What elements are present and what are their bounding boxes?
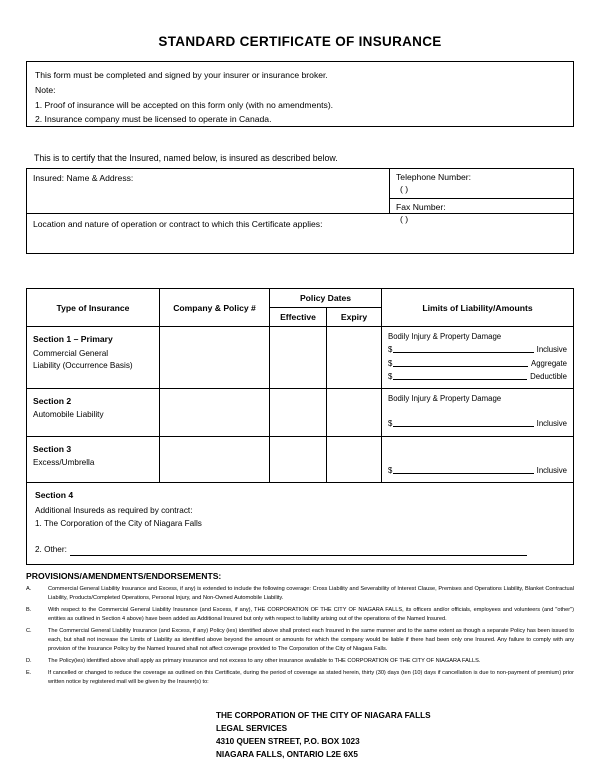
provision-item — [26, 627, 574, 654]
footer-address-block — [216, 709, 574, 762]
insured-name-address-field[interactable] — [26, 168, 389, 214]
row-1-type-cell — [27, 327, 160, 389]
section-4-other-input-rule[interactable] — [70, 545, 527, 556]
row-3-company-policy-field[interactable] — [160, 436, 270, 482]
row-1-limit-tag-2: Aggregate — [531, 358, 567, 368]
row-1-limit-aggregate[interactable] — [388, 357, 567, 368]
header-company-policy: Company & Policy # — [160, 289, 270, 327]
telephone-field[interactable] — [390, 169, 573, 199]
row-2-effective-field[interactable] — [270, 388, 327, 436]
row-3-type-cell — [27, 436, 160, 482]
notice-list — [35, 99, 565, 127]
dollar-sign-icon: $ — [388, 465, 393, 475]
footer-line-4: NIAGARA FALLS, ONTARIO L2E 6X5 — [216, 750, 358, 760]
section-4-line-2: 1. The Corporation of the City of Niagara Falls — [35, 519, 202, 529]
row-2-type-cell — [27, 388, 160, 436]
row-1-expiry-field[interactable] — [327, 327, 382, 389]
row-2-limits-heading: Bodily Injury & Property Damage — [388, 393, 502, 403]
row-2-limit-tag-1: Inclusive — [536, 418, 567, 428]
provision-text-c: The Commercial General Liability Insurance (and Excess, if any) Policy (ies) identified above shall protect each Insured in the same manner and to the same extent as though a separate Policy has been issued to each, but shall not increase the Limits of Liability as identified above beyond the amount or amounts for which the company would be liable if there had been only one Insured. Any failure to comply with any provision of the Insurance Policy by the Named Insured shall not affect coverage provided to The Corporation of the City of Niagara Falls. — [48, 627, 574, 652]
row-1-limits-cell — [382, 327, 574, 389]
provision-text-e: If cancelled or changed to reduce the coverage as outlined on this Certificate, during the period of coverage as stated herein, thirty (30) days (ten (10) days if cancellation is due to non-payment of premium) prior written notice by registered mail will be given by the Insurer(s) to: — [48, 670, 574, 686]
table-header-row-1 — [27, 289, 574, 308]
section-4-other-row[interactable] — [35, 543, 565, 556]
provisions-title: PROVISIONS/AMENDMENTS/ENDORSEMENTS: — [26, 570, 222, 581]
notice-note-label: Note: — [35, 85, 56, 96]
dollar-sign-icon: $ — [388, 418, 393, 428]
notice-item-1: 1. Proof of insurance will be accepted on this form only (with no amendments). — [35, 99, 334, 110]
row-3-limit-tag-1: Inclusive — [536, 465, 567, 475]
fax-field[interactable] — [390, 199, 573, 228]
table-row — [27, 388, 574, 436]
telephone-label: Telephone Number: — [396, 172, 472, 182]
amount-input-rule[interactable] — [393, 343, 533, 353]
amount-input-rule[interactable] — [393, 370, 527, 380]
footer-line-3: 4310 QUEEN STREET, P.O. BOX 1023 — [216, 737, 360, 747]
provision-text-b: With respect to the Commercial General Liability Insurance (and Excess, if any), THE CORPORATION OF THE CITY OF NIAGARA FALLS, its officers and/or officials, employees and volunteers (and "other") entities as outlined in Section 4 above) have been added as Additional Insured but only with respect to liability arising out of the operations of the Named Insured. — [48, 606, 574, 622]
provision-item — [26, 657, 574, 666]
row-3-limit-inclusive[interactable] — [388, 464, 567, 475]
dollar-sign-icon: $ — [388, 358, 393, 368]
insured-name-address-label: Insured: Name & Address: — [33, 173, 134, 183]
provision-letter-b: B. — [26, 606, 32, 613]
notice-box — [26, 61, 574, 127]
provision-item — [26, 585, 574, 603]
row-2-limits-cell — [382, 388, 574, 436]
row-2-section-title: Section 2 — [33, 395, 72, 406]
section-4-other-label: 2. Other: — [35, 544, 67, 554]
row-3-desc-line-1: Excess/Umbrella — [33, 458, 95, 468]
row-3-effective-field[interactable] — [270, 436, 327, 482]
header-limits: Limits of Liability/Amounts — [382, 289, 574, 327]
provision-item — [26, 606, 574, 624]
row-2-desc-line-1: Automobile Liability — [33, 410, 104, 420]
row-1-desc-line-1: Commercial General — [33, 348, 109, 358]
amount-input-rule[interactable] — [393, 417, 533, 427]
insured-contact-block — [389, 168, 574, 225]
provision-letter-a: A. — [26, 585, 32, 592]
row-1-limits-heading: Bodily Injury & Property Damage — [388, 332, 502, 341]
row-1-effective-field[interactable] — [270, 327, 327, 389]
insurance-table — [26, 288, 574, 565]
row-1-company-policy-field[interactable] — [160, 327, 270, 389]
row-1-limit-inclusive[interactable] — [388, 343, 567, 354]
dollar-sign-icon: $ — [388, 372, 393, 381]
header-effective: Effective — [270, 308, 327, 327]
certify-statement: This is to certify that the Insured, named below, is insured as described below. — [34, 153, 338, 163]
row-2-expiry-field[interactable] — [327, 388, 382, 436]
provision-letter-c: C. — [26, 627, 32, 634]
notice-line-1: This form must be completed and signed by your insurer or insurance broker. — [35, 70, 328, 80]
header-expiry: Expiry — [327, 308, 382, 327]
page-title: STANDARD CERTIFICATE OF INSURANCE — [158, 34, 442, 49]
fax-label: Fax Number: — [396, 201, 446, 212]
section-4-title: Section 4 — [35, 489, 74, 500]
amount-input-rule[interactable] — [393, 357, 528, 367]
header-type-of-insurance: Type of Insurance — [27, 289, 160, 327]
table-row — [27, 327, 574, 389]
row-1-limit-tag-1: Inclusive — [536, 345, 567, 354]
provision-text-d: The Policy(ies) identified above shall apply as primary insurance and not excess to any other insurance available to THE CORPORATION OF THE CITY OF NIAGARA FALLS. — [48, 657, 481, 664]
row-1-section-title: Section 1 – Primary — [33, 334, 113, 344]
footer-line-1: THE CORPORATION OF THE CITY OF NIAGARA FALLS — [216, 711, 431, 721]
location-nature-label: Location and nature of operation or contract to which this Certificate applies: — [33, 219, 323, 229]
section-4-cell — [27, 482, 574, 564]
row-2-limit-inclusive[interactable] — [388, 417, 567, 428]
provision-letter-e: E. — [26, 670, 32, 676]
notice-item-2: 2. Insurance company must be licensed to operate in Canada. — [35, 113, 272, 124]
provision-item — [26, 669, 574, 687]
provision-text-a: Commercial General Liability Insurance and Excess, if any) is extended to include the following coverage: Cross Liability and Severability of Interest Clause, Premises and Operations Liability, Blanket Contractual Liability, Products/Completed Operations, Personal Injury, and Non-Owned Automobile Liability. — [48, 585, 574, 601]
table-row-section-4 — [27, 482, 574, 564]
row-1-limit-tag-3: Deductible — [530, 372, 567, 381]
row-3-expiry-field[interactable] — [327, 436, 382, 482]
amount-input-rule[interactable] — [393, 464, 533, 474]
header-policy-dates: Policy Dates — [270, 289, 382, 308]
row-3-limits-cell — [382, 436, 574, 482]
fax-value: ( ) — [400, 214, 409, 225]
footer-line-2: LEGAL SERVICES — [216, 724, 288, 734]
provision-letter-d: D. — [26, 657, 32, 664]
row-1-desc-line-2: Liability (Occurrence Basis) — [33, 361, 133, 371]
row-1-limit-deductible[interactable] — [388, 370, 567, 381]
certificate-page — [0, 34, 600, 764]
table-row — [27, 436, 574, 482]
row-3-section-title: Section 3 — [33, 443, 72, 454]
dollar-sign-icon: $ — [388, 345, 393, 354]
insured-block — [26, 168, 574, 254]
section-4-line-1: Additional Insureds as required by contract: — [35, 506, 193, 516]
telephone-value: ( ) — [400, 184, 409, 195]
row-2-company-policy-field[interactable] — [160, 388, 270, 436]
